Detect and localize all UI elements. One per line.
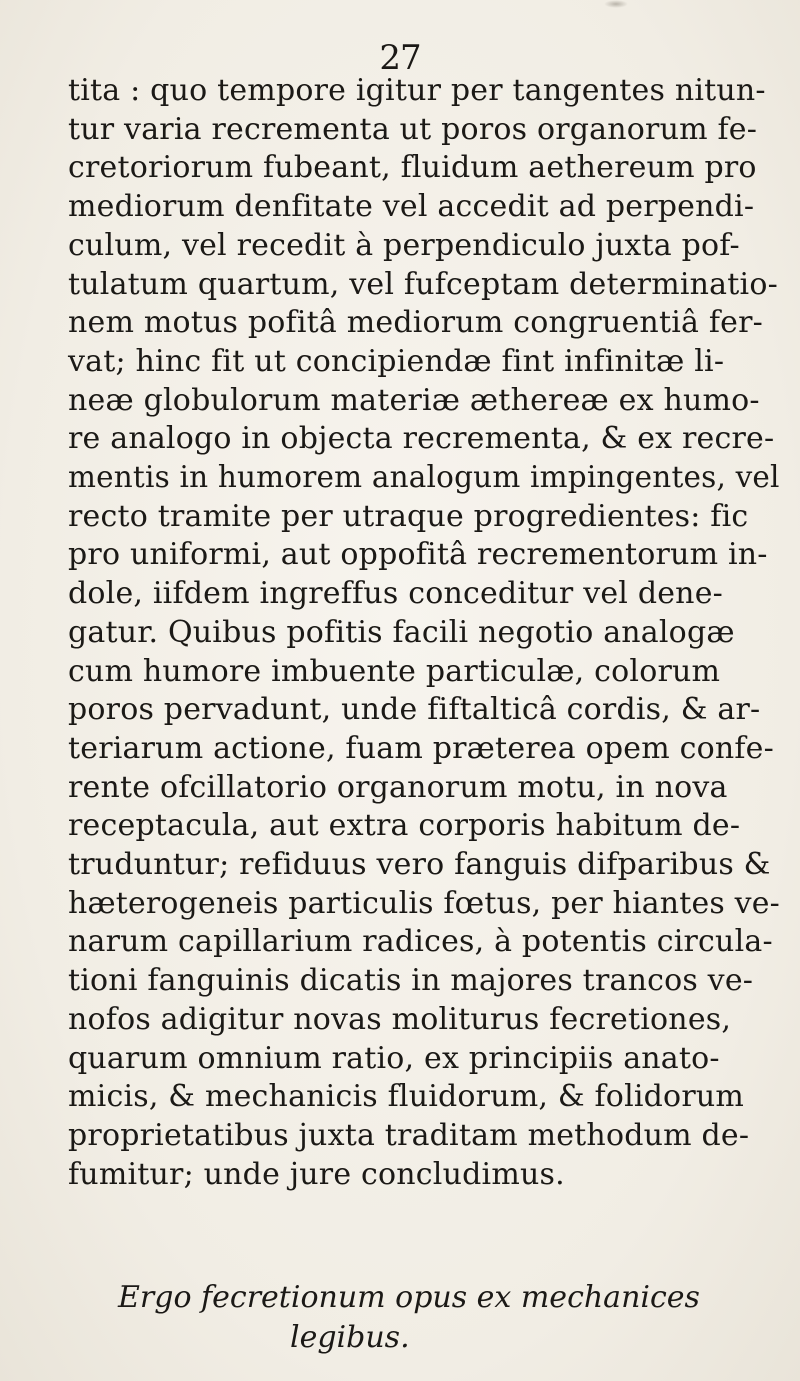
text-line: poros pervadunt, unde fiftalticâ cordis, & ar-	[68, 692, 761, 728]
text-line: neæ globulorum materiæ æthereæ ex humo-	[68, 382, 760, 418]
text-line: tur varia recrementa ut poros organorum fe-	[68, 111, 758, 147]
text-line: dole, iifdem ingreffus conceditur vel dene-	[68, 576, 723, 612]
body-text	[68, 72, 780, 1194]
text-line: recto tramite per utraque progredientes: fic	[68, 498, 749, 534]
text-line: tita : quo tempore igitur per tangentes nitun-	[68, 73, 766, 108]
text-line: vat; hinc fit ut concipiendæ fint infinitæ li-	[68, 343, 725, 379]
text-line: micis, & mechanicis fluidorum, & folidorum	[68, 1079, 745, 1115]
text-line: gatur. Quibus pofitis facili negotio analogæ	[68, 614, 735, 650]
conclusion	[0, 1278, 800, 1358]
text-line: mediorum denfitate vel accedit ad perpendi-	[68, 189, 755, 225]
text-line: quarum omnium ratio, ex principiis anato-	[68, 1040, 720, 1076]
text-line: pro uniformi, aut oppofitâ recrementorum in-	[68, 537, 768, 573]
text-line: culum, vel recedit à perpendiculo juxta pof-	[68, 227, 740, 263]
text-line: truduntur; refiduus vero fanguis difparibus &	[68, 847, 771, 883]
conclusion-line: Ergo fecretionum opus ex mechanices	[118, 1280, 700, 1315]
page-number: 27	[379, 38, 421, 78]
text-line: tioni fanguinis dicatis in majores trancos ve-	[68, 963, 754, 999]
conclusion-line: legibus.	[290, 1320, 410, 1355]
text-line: hæterogeneis particulis fœtus, per hiantes ve-	[68, 885, 780, 921]
text-line: narum capillarium radices, à potentis circula-	[68, 924, 773, 960]
text-line: cretoriorum fubeant, fluidum aethereum pro	[68, 150, 757, 186]
paper-speck	[604, 0, 628, 8]
text-line: re analogo in objecta recrementa, & ex recre-	[68, 421, 775, 457]
text-line: nem motus pofitâ mediorum congruentiâ fer-	[68, 305, 763, 341]
text-line: receptacula, aut extra corporis habitum de-	[68, 808, 741, 844]
text-line: tulatum quartum, vel fufceptam determinatio-	[68, 266, 778, 302]
text-line: rente ofcillatorio organorum motu, in nova	[68, 769, 728, 805]
text-line: cum humore imbuente particulæ, colorum	[68, 653, 721, 689]
text-line: teriarum actione, fuam præterea opem confe-	[68, 730, 774, 766]
text-line: fumitur; unde jure concludimus.	[68, 1156, 565, 1192]
text-line: nofos adigitur novas moliturus fecretiones,	[68, 1001, 732, 1037]
text-line: mentis in humorem analogum impingentes, vel	[68, 460, 780, 496]
text-line: proprietatibus juxta traditam methodum de-	[68, 1117, 750, 1153]
